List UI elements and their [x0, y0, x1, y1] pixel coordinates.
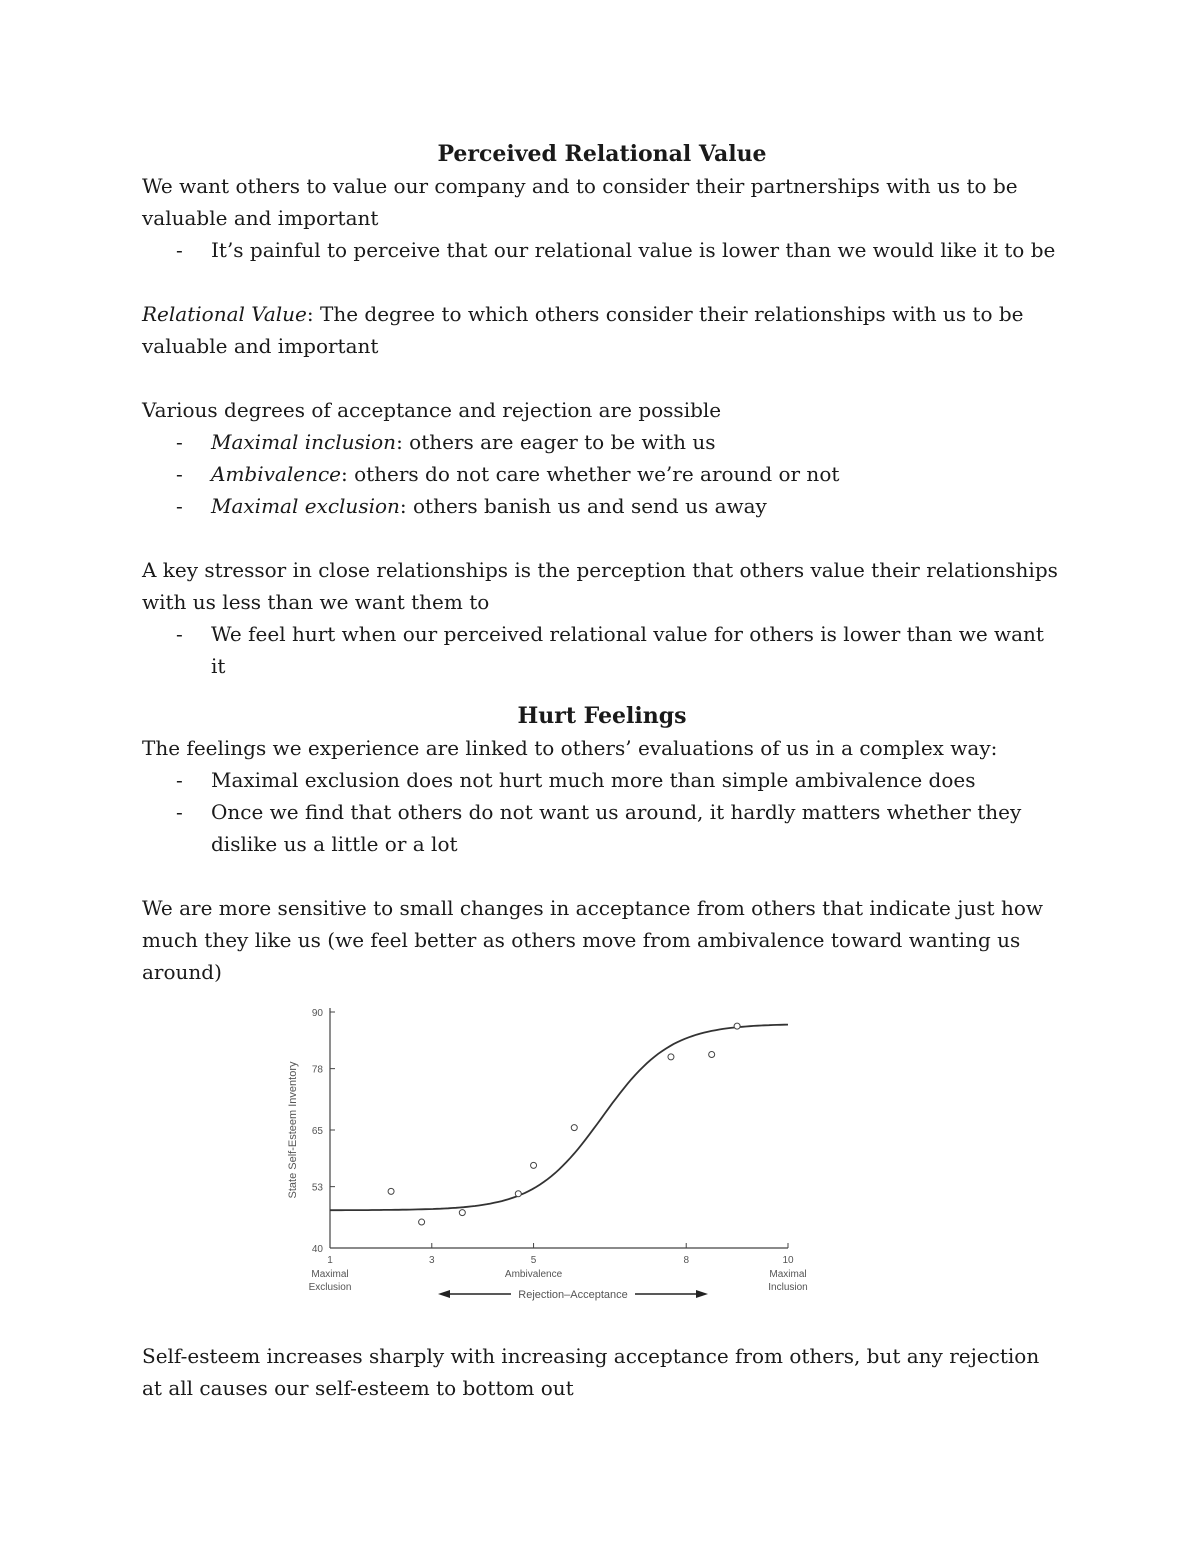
list-item: - Maximal exclusion does not hurt much more than simple ambivalence does	[142, 764, 1062, 796]
list-item: - We feel hurt when our perceived relational value for others is lower than we want it	[142, 618, 1062, 682]
list-item: - Maximal exclusion: others banish us and send us away	[142, 490, 1062, 522]
y-axis-label: State Self-Esteem Inventory	[287, 1061, 299, 1199]
list-item: - It’s painful to perceive that our relational value is lower than we would like it to be	[142, 234, 1062, 266]
paragraph-degrees: Various degrees of acceptance and rejection are possible	[142, 398, 722, 422]
data-point	[709, 1051, 715, 1057]
paragraph-intro: We want others to value our company and to consider their partnerships with us to be valuable and important	[142, 174, 1018, 230]
list-item: - Ambivalence: others do not care whether we’re around or not	[142, 458, 1062, 490]
data-point	[515, 1191, 521, 1197]
y-tick-label: 90	[311, 1008, 323, 1019]
dash-marker: -	[176, 494, 183, 518]
x-tick-label: 1	[327, 1255, 333, 1266]
bullet-list-intro	[142, 234, 1062, 266]
bullet-list-degrees	[142, 426, 1062, 522]
x-anchor-label: Inclusion	[768, 1282, 808, 1293]
definition-term: Relational Value	[142, 302, 307, 326]
data-point	[668, 1054, 674, 1060]
data-point	[734, 1023, 740, 1029]
fitted-curve	[330, 1025, 788, 1211]
x-tick-label: 5	[530, 1255, 537, 1266]
dash-marker: -	[176, 430, 183, 454]
x-axis-label: Rejection–Acceptance	[518, 1289, 628, 1301]
right-arrow-head	[696, 1290, 708, 1298]
list-item: - Once we find that others do not want us around, it hardly matters whether they dislike us a little or a lot	[142, 796, 1062, 860]
data-point	[571, 1125, 577, 1131]
dash-marker: -	[176, 622, 183, 646]
dash-marker: -	[176, 800, 183, 824]
y-tick-label: 53	[311, 1182, 323, 1194]
dash-marker: -	[176, 238, 183, 262]
bullet-list-hurt	[142, 764, 1062, 860]
dash-marker: -	[176, 462, 183, 486]
self-esteem-chart	[142, 988, 1062, 1340]
x-anchor-label: Exclusion	[308, 1282, 352, 1293]
left-arrow-head	[438, 1290, 450, 1298]
data-point	[531, 1162, 537, 1168]
data-point	[388, 1188, 394, 1194]
document-page	[142, 138, 1062, 1404]
paragraph-definition	[142, 298, 1062, 362]
bullet-list-stressor	[142, 618, 1062, 682]
paragraph-sensitivity: We are more sensitive to small changes in acceptance from others that indicate just how much they like us (we feel better as others move from ambivalence toward wanting us around)	[142, 896, 1043, 984]
paragraph-conclusion: Self-esteem increases sharply with increasing acceptance from others, but any rejection at all causes our self-esteem to bottom out	[142, 1344, 1040, 1400]
x-anchor-label: Maximal	[769, 1269, 807, 1280]
data-point	[459, 1210, 465, 1216]
chart-svg	[284, 992, 824, 1332]
paragraph-hurt-intro: The feelings we experience are linked to others’ evaluations of us in a complex way:	[142, 736, 998, 760]
definition-text: : The degree to which others consider their relationships with us to be valuable and important	[142, 302, 1024, 358]
x-anchor-label: Maximal	[311, 1269, 349, 1280]
section-title-hurt-feelings: Hurt Feelings	[517, 703, 687, 729]
x-tick-label: 3	[428, 1255, 435, 1266]
paragraph-stressor: A key stressor in close relationships is the perception that others value their relationships with us less than we want them to	[142, 558, 1058, 614]
y-tick-label: 40	[311, 1244, 323, 1255]
x-tick-label: 10	[782, 1255, 794, 1266]
y-tick-label: 78	[311, 1064, 323, 1076]
list-item: - Maximal inclusion: others are eager to be with us	[142, 426, 1062, 458]
x-anchor-label: Ambivalence	[504, 1269, 563, 1280]
dash-marker: -	[176, 768, 183, 792]
section-title-perceived-relational-value: Perceived Relational Value	[437, 141, 767, 167]
x-tick-label: 8	[683, 1255, 690, 1266]
y-tick-label: 65	[311, 1126, 323, 1137]
data-point	[419, 1219, 425, 1225]
